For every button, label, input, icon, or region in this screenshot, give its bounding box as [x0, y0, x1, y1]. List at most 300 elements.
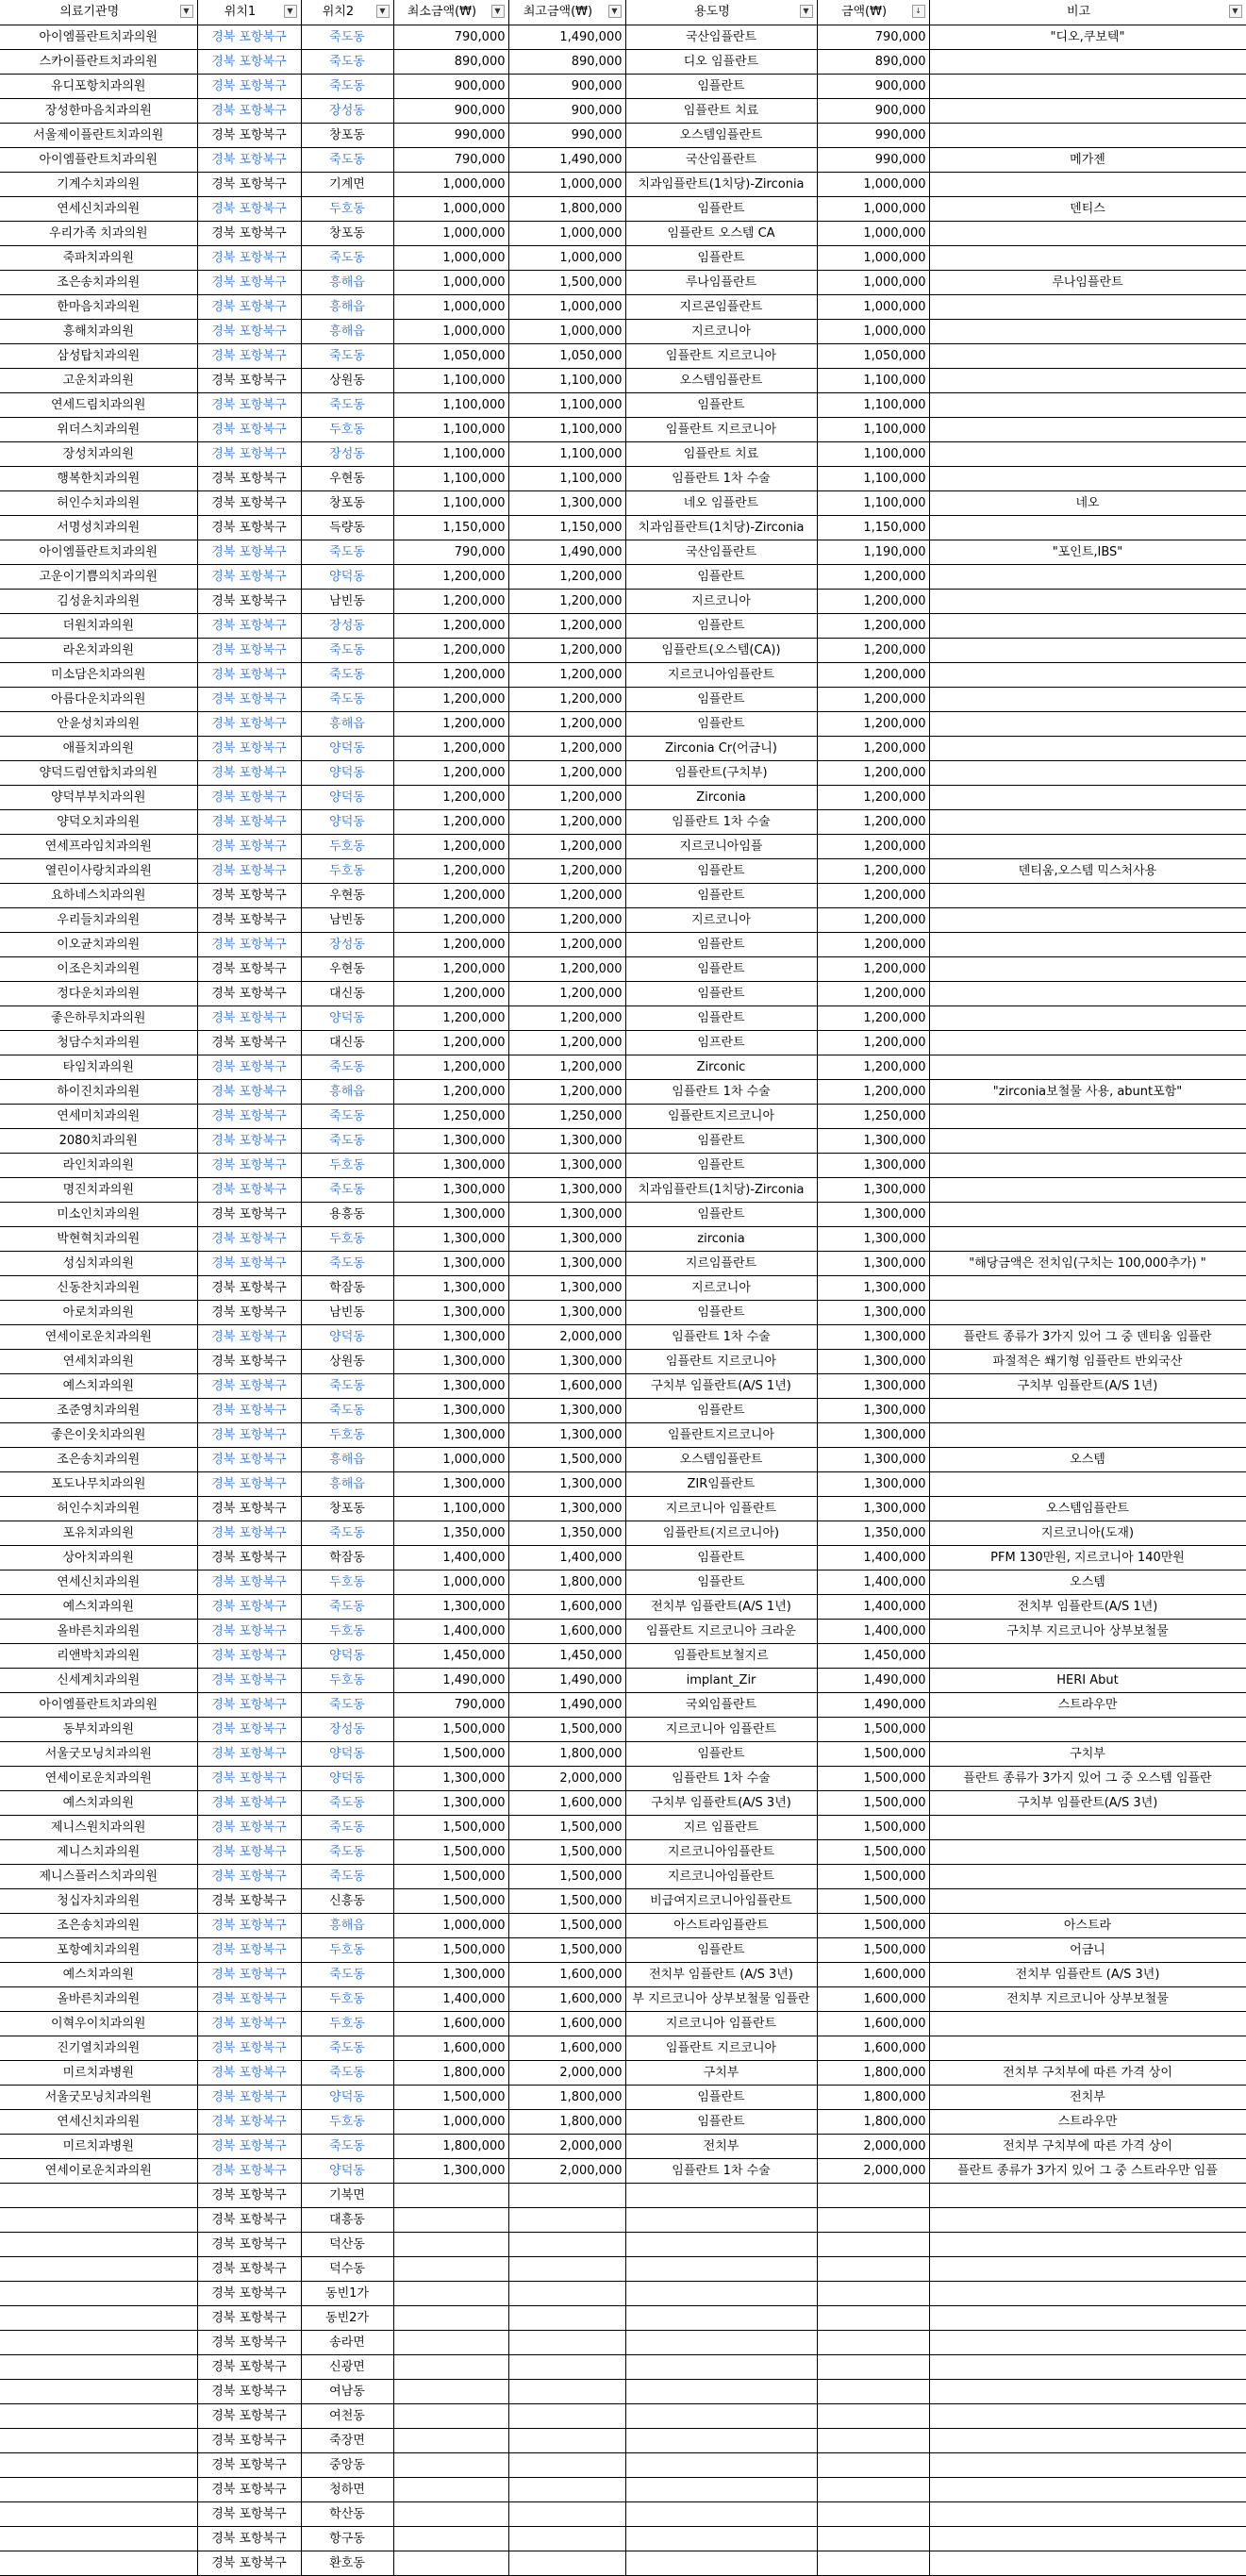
- cell-location2[interactable]: 용흥동: [301, 1202, 393, 1226]
- cell-min-price[interactable]: 1,300,000: [393, 1373, 508, 1398]
- cell-usage[interactable]: 임플란트(구치부): [625, 760, 817, 785]
- cell-price[interactable]: [817, 2428, 929, 2452]
- cell-location2[interactable]: 죽장면: [301, 2428, 393, 2452]
- cell-location2[interactable]: 두호동: [301, 196, 393, 221]
- cell-note[interactable]: 구치부 지르코니아 상부보철물: [929, 1619, 1246, 1643]
- filter-dropdown-icon[interactable]: ▼: [491, 5, 505, 18]
- cell-max-price[interactable]: 1,300,000: [508, 1496, 625, 1521]
- cell-price[interactable]: [817, 2232, 929, 2256]
- cell-institution[interactable]: 이혁우이치과의원: [0, 2011, 197, 2036]
- cell-location2[interactable]: 우현동: [301, 466, 393, 490]
- cell-max-price[interactable]: [508, 2305, 625, 2330]
- cell-note[interactable]: 파절적은 쐐기형 임플란트 반외국산: [929, 1349, 1246, 1373]
- cell-price[interactable]: 1,200,000: [817, 760, 929, 785]
- cell-usage[interactable]: 지르코니아: [625, 319, 817, 343]
- cell-location2[interactable]: 죽도동: [301, 1962, 393, 1986]
- cell-min-price[interactable]: 1,000,000: [393, 1447, 508, 1471]
- cell-max-price[interactable]: 1,200,000: [508, 662, 625, 687]
- cell-note[interactable]: [929, 2551, 1246, 2575]
- filter-dropdown-icon[interactable]: ▼: [376, 5, 390, 18]
- cell-location1[interactable]: 경북 포항북구: [197, 1128, 301, 1153]
- cell-note[interactable]: [929, 1300, 1246, 1324]
- cell-usage[interactable]: [625, 2183, 817, 2207]
- cell-location2[interactable]: 두호동: [301, 1986, 393, 2011]
- cell-institution[interactable]: 리앤박치과의원: [0, 1643, 197, 1668]
- cell-price[interactable]: 1,000,000: [817, 172, 929, 196]
- cell-max-price[interactable]: 1,200,000: [508, 638, 625, 662]
- cell-institution[interactable]: 이조은치과의원: [0, 956, 197, 981]
- cell-location1[interactable]: 경북 포항북구: [197, 1766, 301, 1790]
- cell-location2[interactable]: 흥해읍: [301, 1471, 393, 1496]
- cell-institution[interactable]: 기계수치과의원: [0, 172, 197, 196]
- cell-usage[interactable]: 임플란트: [625, 1005, 817, 1030]
- cell-price[interactable]: [817, 2501, 929, 2526]
- cell-usage[interactable]: 임플란트: [625, 1570, 817, 1594]
- cell-location1[interactable]: 경북 포항북구: [197, 2428, 301, 2452]
- cell-location1[interactable]: 경북 포항북구: [197, 294, 301, 319]
- cell-max-price[interactable]: [508, 2354, 625, 2379]
- cell-usage[interactable]: 임플란트: [625, 1545, 817, 1570]
- cell-location1[interactable]: 경북 포항북구: [197, 2134, 301, 2158]
- cell-price[interactable]: [817, 2305, 929, 2330]
- cell-max-price[interactable]: 1,000,000: [508, 319, 625, 343]
- cell-location1[interactable]: 경북 포항북구: [197, 74, 301, 98]
- cell-usage[interactable]: 구치부 임플란트(A/S 1년): [625, 1373, 817, 1398]
- cell-usage[interactable]: 임플란트 치료: [625, 98, 817, 123]
- cell-location2[interactable]: 죽도동: [301, 662, 393, 687]
- cell-max-price[interactable]: 1,300,000: [508, 1177, 625, 1202]
- cell-location1[interactable]: 경북 포항북구: [197, 1055, 301, 1079]
- cell-price[interactable]: 1,800,000: [817, 2109, 929, 2134]
- cell-location2[interactable]: 학잠동: [301, 1275, 393, 1300]
- cell-institution[interactable]: 미르치과병원: [0, 2060, 197, 2085]
- cell-price[interactable]: 1,100,000: [817, 466, 929, 490]
- cell-location1[interactable]: 경북 포항북구: [197, 1030, 301, 1055]
- header-cell-institution[interactable]: [0, 0, 197, 25]
- cell-location1[interactable]: 경북 포항북구: [197, 49, 301, 74]
- cell-price[interactable]: 2,000,000: [817, 2134, 929, 2158]
- cell-location1[interactable]: 경북 포항북구: [197, 564, 301, 589]
- cell-note[interactable]: [929, 2403, 1246, 2428]
- cell-note[interactable]: [929, 1643, 1246, 1668]
- cell-institution[interactable]: 아로치과의원: [0, 1300, 197, 1324]
- cell-max-price[interactable]: 1,600,000: [508, 2036, 625, 2060]
- cell-min-price[interactable]: 990,000: [393, 123, 508, 147]
- cell-institution[interactable]: 신세계치과의원: [0, 1668, 197, 1692]
- cell-price[interactable]: 1,300,000: [817, 1422, 929, 1447]
- cell-location1[interactable]: 경북 포항북구: [197, 1398, 301, 1422]
- cell-usage[interactable]: [625, 2526, 817, 2551]
- cell-min-price[interactable]: 1,250,000: [393, 1104, 508, 1128]
- cell-min-price[interactable]: 1,600,000: [393, 2011, 508, 2036]
- filter-dropdown-icon[interactable]: ▼: [608, 5, 622, 18]
- cell-usage[interactable]: 오스템임플란트: [625, 368, 817, 392]
- cell-institution[interactable]: 포항예치과의원: [0, 1937, 197, 1962]
- cell-location1[interactable]: 경북 포항북구: [197, 1864, 301, 1888]
- cell-min-price[interactable]: [393, 2403, 508, 2428]
- cell-max-price[interactable]: 1,500,000: [508, 1937, 625, 1962]
- cell-location1[interactable]: 경북 포항북구: [197, 1619, 301, 1643]
- cell-location2[interactable]: 양덕동: [301, 1324, 393, 1349]
- cell-note[interactable]: HERI Abut: [929, 1668, 1246, 1692]
- cell-institution[interactable]: 연세이로운치과의원: [0, 2158, 197, 2183]
- cell-note[interactable]: 오스템: [929, 1447, 1246, 1471]
- cell-usage[interactable]: 지르코니아: [625, 1275, 817, 1300]
- cell-usage[interactable]: 임플란트 1차 수술: [625, 1079, 817, 1104]
- cell-note[interactable]: 플란트 종류가 3가지 있어 그 중 오스템 임플란: [929, 1766, 1246, 1790]
- cell-usage[interactable]: 임플란트: [625, 981, 817, 1005]
- cell-location1[interactable]: 경북 포항북구: [197, 711, 301, 736]
- cell-min-price[interactable]: 790,000: [393, 540, 508, 564]
- cell-location1[interactable]: 경북 포항북구: [197, 1790, 301, 1815]
- cell-location2[interactable]: 여남동: [301, 2379, 393, 2403]
- cell-location1[interactable]: 경북 포항북구: [197, 2158, 301, 2183]
- cell-max-price[interactable]: 1,490,000: [508, 25, 625, 49]
- cell-location1[interactable]: 경북 포항북구: [197, 2526, 301, 2551]
- cell-location2[interactable]: 죽도동: [301, 1692, 393, 1717]
- cell-note[interactable]: [929, 981, 1246, 1005]
- cell-note[interactable]: [929, 1202, 1246, 1226]
- cell-price[interactable]: 900,000: [817, 98, 929, 123]
- cell-price[interactable]: 1,000,000: [817, 294, 929, 319]
- cell-price[interactable]: 1,200,000: [817, 589, 929, 613]
- cell-location1[interactable]: 경북 포항북구: [197, 1079, 301, 1104]
- cell-min-price[interactable]: 1,100,000: [393, 417, 508, 441]
- cell-institution[interactable]: 미소인치과의원: [0, 1202, 197, 1226]
- cell-price[interactable]: 1,400,000: [817, 1594, 929, 1619]
- cell-institution[interactable]: 장성치과의원: [0, 441, 197, 466]
- cell-max-price[interactable]: 1,200,000: [508, 564, 625, 589]
- cell-note[interactable]: [929, 564, 1246, 589]
- cell-note[interactable]: [929, 1226, 1246, 1251]
- cell-institution[interactable]: [0, 2305, 197, 2330]
- cell-usage[interactable]: 루나임플란트: [625, 270, 817, 294]
- cell-location2[interactable]: 죽도동: [301, 2060, 393, 2085]
- cell-location2[interactable]: 흥해읍: [301, 270, 393, 294]
- cell-price[interactable]: 1,000,000: [817, 245, 929, 270]
- cell-max-price[interactable]: 1,500,000: [508, 1717, 625, 1741]
- cell-max-price[interactable]: 1,500,000: [508, 270, 625, 294]
- cell-institution[interactable]: 서명성치과의원: [0, 515, 197, 540]
- cell-price[interactable]: 1,300,000: [817, 1251, 929, 1275]
- cell-location2[interactable]: 학잠동: [301, 1545, 393, 1570]
- cell-location1[interactable]: 경북 포항북구: [197, 2403, 301, 2428]
- cell-max-price[interactable]: 1,300,000: [508, 1251, 625, 1275]
- cell-location2[interactable]: 남빈동: [301, 1300, 393, 1324]
- cell-price[interactable]: 1,300,000: [817, 1349, 929, 1373]
- cell-location1[interactable]: 경북 포항북구: [197, 1741, 301, 1766]
- cell-price[interactable]: 1,200,000: [817, 981, 929, 1005]
- cell-min-price[interactable]: 1,200,000: [393, 956, 508, 981]
- cell-max-price[interactable]: 1,200,000: [508, 711, 625, 736]
- cell-min-price[interactable]: 1,300,000: [393, 1349, 508, 1373]
- cell-location2[interactable]: 대신동: [301, 981, 393, 1005]
- cell-price[interactable]: 890,000: [817, 49, 929, 74]
- cell-location1[interactable]: 경북 포항북구: [197, 1251, 301, 1275]
- cell-location2[interactable]: 덕산동: [301, 2232, 393, 2256]
- cell-location2[interactable]: 죽도동: [301, 1177, 393, 1202]
- cell-usage[interactable]: 지르임플란트: [625, 1251, 817, 1275]
- cell-max-price[interactable]: 1,200,000: [508, 809, 625, 834]
- cell-max-price[interactable]: 1,200,000: [508, 858, 625, 883]
- cell-price[interactable]: 2,000,000: [817, 2158, 929, 2183]
- cell-note[interactable]: [929, 1177, 1246, 1202]
- cell-institution[interactable]: 한마음치과의원: [0, 294, 197, 319]
- cell-max-price[interactable]: 1,500,000: [508, 1839, 625, 1864]
- cell-max-price[interactable]: 1,500,000: [508, 1913, 625, 1937]
- cell-min-price[interactable]: 1,000,000: [393, 245, 508, 270]
- cell-note[interactable]: [929, 245, 1246, 270]
- cell-location2[interactable]: 죽도동: [301, 74, 393, 98]
- cell-usage[interactable]: 임플란트(지르코니아): [625, 1521, 817, 1545]
- cell-location2[interactable]: 죽도동: [301, 1104, 393, 1128]
- cell-max-price[interactable]: 2,000,000: [508, 2060, 625, 2085]
- cell-price[interactable]: 1,200,000: [817, 809, 929, 834]
- cell-price[interactable]: [817, 2452, 929, 2477]
- cell-institution[interactable]: 예스치과의원: [0, 1790, 197, 1815]
- cell-note[interactable]: [929, 49, 1246, 74]
- cell-min-price[interactable]: 1,100,000: [393, 466, 508, 490]
- cell-usage[interactable]: [625, 2452, 817, 2477]
- cell-usage[interactable]: 임플란트: [625, 2085, 817, 2109]
- cell-location2[interactable]: 기계면: [301, 172, 393, 196]
- cell-institution[interactable]: 라온치과의원: [0, 638, 197, 662]
- cell-price[interactable]: 1,500,000: [817, 1864, 929, 1888]
- cell-location2[interactable]: 죽도동: [301, 1594, 393, 1619]
- cell-location1[interactable]: 경북 포항북구: [197, 343, 301, 368]
- cell-max-price[interactable]: 1,100,000: [508, 368, 625, 392]
- cell-max-price[interactable]: 1,500,000: [508, 1864, 625, 1888]
- cell-max-price[interactable]: 2,000,000: [508, 1766, 625, 1790]
- cell-location1[interactable]: 경북 포항북구: [197, 809, 301, 834]
- cell-location2[interactable]: 두호동: [301, 1619, 393, 1643]
- cell-price[interactable]: 1,100,000: [817, 441, 929, 466]
- cell-price[interactable]: 1,400,000: [817, 1619, 929, 1643]
- cell-location2[interactable]: 장성동: [301, 98, 393, 123]
- cell-location2[interactable]: 흥해읍: [301, 711, 393, 736]
- cell-location2[interactable]: 양덕동: [301, 1766, 393, 1790]
- cell-usage[interactable]: 아스트라임플란트: [625, 1913, 817, 1937]
- cell-location1[interactable]: 경북 포항북구: [197, 1594, 301, 1619]
- cell-location1[interactable]: 경북 포항북구: [197, 736, 301, 760]
- cell-price[interactable]: [817, 2330, 929, 2354]
- cell-max-price[interactable]: 1,300,000: [508, 1275, 625, 1300]
- cell-location2[interactable]: 상원동: [301, 368, 393, 392]
- cell-min-price[interactable]: 1,200,000: [393, 1079, 508, 1104]
- cell-location1[interactable]: 경북 포항북구: [197, 589, 301, 613]
- cell-price[interactable]: 1,500,000: [817, 1937, 929, 1962]
- cell-min-price[interactable]: [393, 2330, 508, 2354]
- cell-price[interactable]: 1,000,000: [817, 270, 929, 294]
- cell-usage[interactable]: 임플란트 1차 수술: [625, 2158, 817, 2183]
- cell-price[interactable]: 1,200,000: [817, 932, 929, 956]
- cell-location1[interactable]: 경북 포항북구: [197, 2011, 301, 2036]
- cell-note[interactable]: [929, 319, 1246, 343]
- cell-price[interactable]: 1,490,000: [817, 1668, 929, 1692]
- cell-institution[interactable]: 좋은이웃치과의원: [0, 1422, 197, 1447]
- cell-usage[interactable]: 지르코니아: [625, 589, 817, 613]
- cell-institution[interactable]: 진기열치과의원: [0, 2036, 197, 2060]
- filter-dropdown-icon[interactable]: ▼: [800, 5, 813, 18]
- cell-usage[interactable]: 치과임플란트(1치당)-Zirconia: [625, 1177, 817, 1202]
- cell-location2[interactable]: 양덕동: [301, 736, 393, 760]
- cell-note[interactable]: 메가젠: [929, 147, 1246, 172]
- cell-max-price[interactable]: 1,300,000: [508, 1398, 625, 1422]
- cell-institution[interactable]: 미소담은치과의원: [0, 662, 197, 687]
- cell-institution[interactable]: 애플치과의원: [0, 736, 197, 760]
- cell-institution[interactable]: 2080치과의원: [0, 1128, 197, 1153]
- cell-usage[interactable]: 비급여지르코니아임플란트: [625, 1888, 817, 1913]
- cell-note[interactable]: [929, 441, 1246, 466]
- cell-min-price[interactable]: [393, 2183, 508, 2207]
- cell-location2[interactable]: 중앙동: [301, 2452, 393, 2477]
- cell-min-price[interactable]: 1,200,000: [393, 589, 508, 613]
- cell-price[interactable]: 1,300,000: [817, 1275, 929, 1300]
- cell-note[interactable]: [929, 2428, 1246, 2452]
- cell-price[interactable]: 1,300,000: [817, 1177, 929, 1202]
- cell-location1[interactable]: 경북 포항북구: [197, 981, 301, 1005]
- cell-price[interactable]: 1,800,000: [817, 2060, 929, 2085]
- cell-institution[interactable]: 연세신치과의원: [0, 1570, 197, 1594]
- cell-usage[interactable]: 국산임플란트: [625, 147, 817, 172]
- cell-min-price[interactable]: 1,300,000: [393, 1324, 508, 1349]
- cell-price[interactable]: [817, 2379, 929, 2403]
- cell-max-price[interactable]: [508, 2403, 625, 2428]
- cell-usage[interactable]: [625, 2281, 817, 2305]
- cell-min-price[interactable]: 1,200,000: [393, 809, 508, 834]
- cell-usage[interactable]: [625, 2256, 817, 2281]
- cell-location2[interactable]: 항구동: [301, 2526, 393, 2551]
- cell-note[interactable]: 구치부: [929, 1741, 1246, 1766]
- cell-min-price[interactable]: 1,000,000: [393, 1570, 508, 1594]
- cell-location1[interactable]: 경북 포항북구: [197, 1447, 301, 1471]
- cell-location2[interactable]: 죽도동: [301, 147, 393, 172]
- cell-price[interactable]: 1,300,000: [817, 1398, 929, 1422]
- cell-location2[interactable]: 양덕동: [301, 1005, 393, 1030]
- cell-location2[interactable]: 양덕동: [301, 1643, 393, 1668]
- cell-price[interactable]: 1,200,000: [817, 834, 929, 858]
- cell-location2[interactable]: 죽도동: [301, 1815, 393, 1839]
- cell-price[interactable]: 1,200,000: [817, 1005, 929, 1030]
- cell-min-price[interactable]: 1,490,000: [393, 1668, 508, 1692]
- cell-note[interactable]: [929, 907, 1246, 932]
- cell-price[interactable]: 990,000: [817, 147, 929, 172]
- cell-max-price[interactable]: 1,500,000: [508, 1888, 625, 1913]
- cell-note[interactable]: [929, 2256, 1246, 2281]
- cell-price[interactable]: 1,200,000: [817, 907, 929, 932]
- cell-institution[interactable]: 요하네스치과의원: [0, 883, 197, 907]
- cell-usage[interactable]: 지르코니아임플란트: [625, 662, 817, 687]
- cell-usage[interactable]: 임플란트 1차 수술: [625, 466, 817, 490]
- cell-usage[interactable]: implant_Zir: [625, 1668, 817, 1692]
- cell-min-price[interactable]: 1,450,000: [393, 1643, 508, 1668]
- cell-location1[interactable]: 경북 포항북구: [197, 196, 301, 221]
- cell-note[interactable]: [929, 687, 1246, 711]
- cell-price[interactable]: 1,200,000: [817, 956, 929, 981]
- cell-min-price[interactable]: [393, 2281, 508, 2305]
- cell-location1[interactable]: 경북 포항북구: [197, 1668, 301, 1692]
- cell-note[interactable]: [929, 2183, 1246, 2207]
- cell-min-price[interactable]: 1,300,000: [393, 1177, 508, 1202]
- cell-institution[interactable]: 신동찬치과의원: [0, 1275, 197, 1300]
- cell-location1[interactable]: 경북 포항북구: [197, 2183, 301, 2207]
- cell-note[interactable]: 전치부 구치부에 따른 가격 상이: [929, 2060, 1246, 2085]
- cell-min-price[interactable]: 890,000: [393, 49, 508, 74]
- cell-institution[interactable]: 정다운치과의원: [0, 981, 197, 1005]
- cell-min-price[interactable]: 1,150,000: [393, 515, 508, 540]
- cell-institution[interactable]: [0, 2428, 197, 2452]
- cell-location1[interactable]: 경북 포항북구: [197, 1226, 301, 1251]
- cell-note[interactable]: [929, 2354, 1246, 2379]
- cell-institution[interactable]: 제니스원치과의원: [0, 1815, 197, 1839]
- cell-location2[interactable]: 죽도동: [301, 1128, 393, 1153]
- cell-location1[interactable]: 경북 포항북구: [197, 1005, 301, 1030]
- cell-institution[interactable]: 상아치과의원: [0, 1545, 197, 1570]
- cell-max-price[interactable]: 1,300,000: [508, 1153, 625, 1177]
- cell-location1[interactable]: 경북 포항북구: [197, 1521, 301, 1545]
- cell-usage[interactable]: 치과임플란트(1치당)-Zirconia: [625, 172, 817, 196]
- cell-institution[interactable]: 행복한치과의원: [0, 466, 197, 490]
- cell-price[interactable]: 1,300,000: [817, 1153, 929, 1177]
- cell-location2[interactable]: 두호동: [301, 1937, 393, 1962]
- cell-location1[interactable]: 경북 포항북구: [197, 1471, 301, 1496]
- cell-note[interactable]: 네오: [929, 490, 1246, 515]
- cell-min-price[interactable]: 1,300,000: [393, 1398, 508, 1422]
- cell-usage[interactable]: [625, 2403, 817, 2428]
- cell-price[interactable]: 1,200,000: [817, 785, 929, 809]
- cell-location1[interactable]: 경북 포항북구: [197, 2551, 301, 2575]
- cell-note[interactable]: [929, 98, 1246, 123]
- cell-note[interactable]: [929, 1030, 1246, 1055]
- cell-usage[interactable]: 임플란트 지르코니아: [625, 417, 817, 441]
- cell-usage[interactable]: ZIR임플란트: [625, 1471, 817, 1496]
- cell-location1[interactable]: 경북 포항북구: [197, 662, 301, 687]
- cell-note[interactable]: [929, 2232, 1246, 2256]
- cell-institution[interactable]: [0, 2207, 197, 2232]
- cell-min-price[interactable]: 1,200,000: [393, 687, 508, 711]
- cell-max-price[interactable]: 1,200,000: [508, 589, 625, 613]
- cell-location2[interactable]: 죽도동: [301, 687, 393, 711]
- cell-min-price[interactable]: 1,500,000: [393, 1888, 508, 1913]
- cell-usage[interactable]: [625, 2477, 817, 2501]
- cell-min-price[interactable]: 790,000: [393, 25, 508, 49]
- cell-institution[interactable]: 삼성탑치과의원: [0, 343, 197, 368]
- cell-location1[interactable]: 경북 포항북구: [197, 907, 301, 932]
- cell-note[interactable]: [929, 515, 1246, 540]
- cell-max-price[interactable]: 1,200,000: [508, 1055, 625, 1079]
- cell-note[interactable]: [929, 2452, 1246, 2477]
- cell-min-price[interactable]: 1,300,000: [393, 1202, 508, 1226]
- cell-note[interactable]: 오스템임플란트: [929, 1496, 1246, 1521]
- cell-location1[interactable]: 경북 포항북구: [197, 785, 301, 809]
- cell-price[interactable]: 1,200,000: [817, 638, 929, 662]
- cell-note[interactable]: 오스템: [929, 1570, 1246, 1594]
- cell-note[interactable]: [929, 2036, 1246, 2060]
- cell-location1[interactable]: 경북 포항북구: [197, 1422, 301, 1447]
- cell-max-price[interactable]: 2,000,000: [508, 2158, 625, 2183]
- cell-max-price[interactable]: 1,300,000: [508, 1128, 625, 1153]
- cell-institution[interactable]: 청십자치과의원: [0, 1888, 197, 1913]
- cell-location1[interactable]: 경북 포항북구: [197, 1913, 301, 1937]
- cell-max-price[interactable]: 1,100,000: [508, 392, 625, 417]
- cell-institution[interactable]: 하이진치과의원: [0, 1079, 197, 1104]
- cell-usage[interactable]: 전치부: [625, 2134, 817, 2158]
- cell-usage[interactable]: 지르코니아 임플란트: [625, 1717, 817, 1741]
- cell-location2[interactable]: 창포동: [301, 221, 393, 245]
- cell-note[interactable]: [929, 1717, 1246, 1741]
- cell-usage[interactable]: 임플란트: [625, 1741, 817, 1766]
- cell-usage[interactable]: 임플란트: [625, 74, 817, 98]
